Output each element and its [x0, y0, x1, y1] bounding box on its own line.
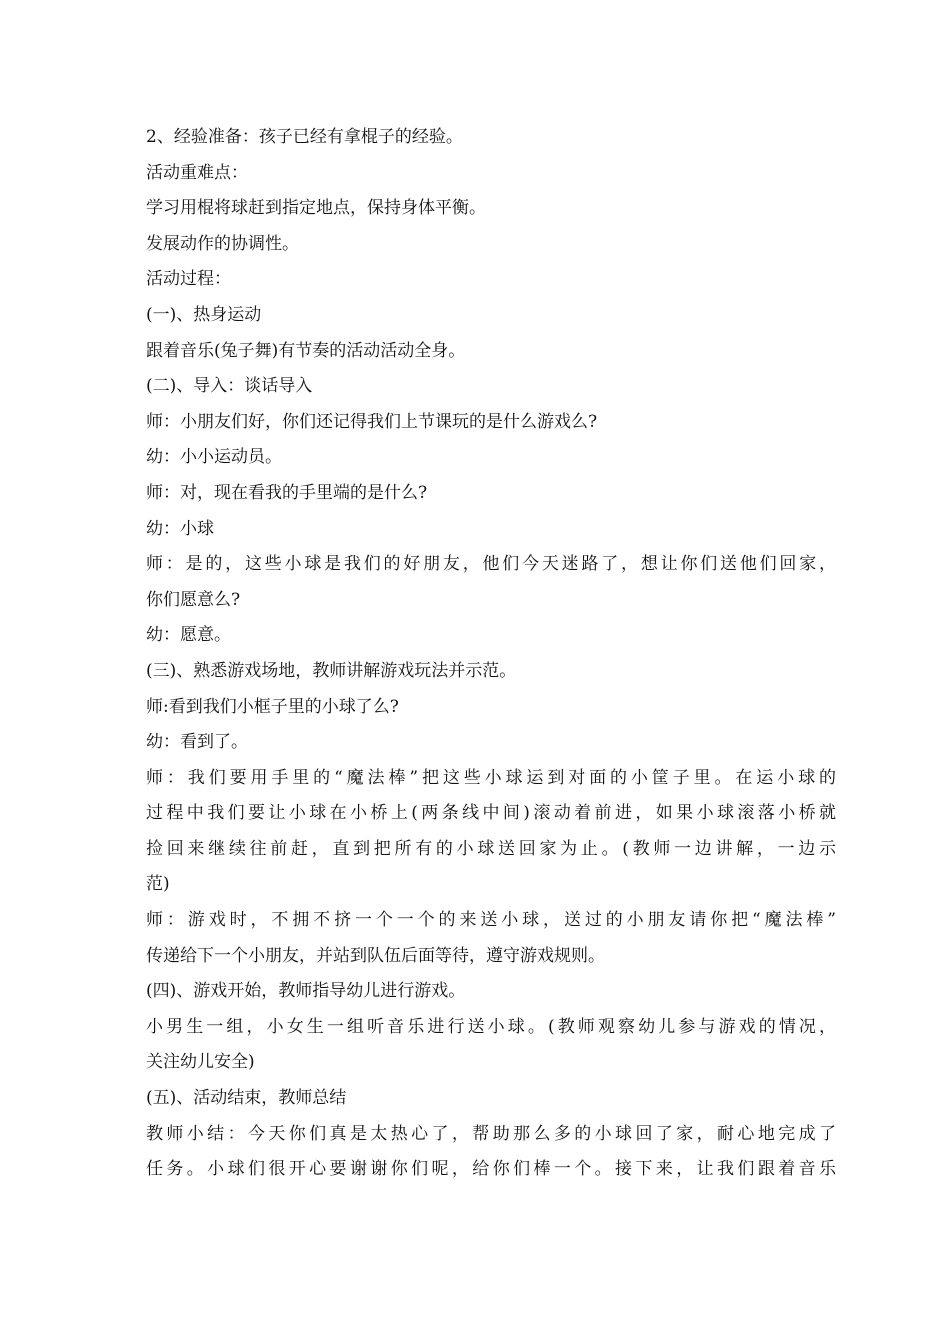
dialogue-line: 师：对，现在看我的手里端的是什么?	[146, 482, 428, 503]
text-line: 关注幼儿安全)	[146, 1052, 255, 1073]
text-line: 小男生一组，小女生一组听音乐进行送小球。(教师观察幼儿参与游戏的情况，	[146, 1016, 836, 1037]
dialogue-line: 捡回来继续往前赶，直到把所有的小球送回家为止。(教师一边讲解，一边示	[146, 838, 836, 859]
text-line: 跟着音乐(兔子舞)有节奏的活动活动全身。	[146, 340, 466, 361]
dialogue-line: 幼：小球	[146, 518, 214, 539]
text-line: 任务。小球们很开心要谢谢你们呢，给你们棒一个。接下来，让我们跟着音乐	[146, 1159, 836, 1180]
text-line: 学习用棍将球赶到指定地点，保持身体平衡。	[146, 198, 486, 219]
dialogue-line: 师：我们要用手里的“魔法棒”把这些小球运到对面的小筐子里。在运小球的	[146, 767, 836, 788]
dialogue-line: 师：小朋友们好，你们还记得我们上节课玩的是什么游戏么?	[146, 411, 598, 432]
text-line: 发展动作的协调性。	[146, 233, 299, 254]
dialogue-line: 幼：看到了。	[146, 732, 248, 753]
text-line: 2、经验准备：孩子已经有拿棍子的经验。	[146, 127, 463, 147]
dialogue-line: 过程中我们要让小球在小桥上(两条线中间)滚动着前进，如果小球滚落小桥就	[146, 803, 836, 824]
step-heading: (二)、导入：谈话导入	[146, 376, 313, 397]
section-heading: 活动过程：	[146, 269, 231, 290]
step-heading: (三)、熟悉游戏场地，教师讲解游戏玩法并示范。	[146, 660, 517, 681]
dialogue-line: 你们愿意么?	[146, 589, 241, 610]
dialogue-line: 传递给下一个小朋友，并站到队伍后面等待，遵守游戏规则。	[146, 945, 605, 966]
dialogue-line: 幼：愿意。	[146, 625, 231, 646]
dialogue-line: 师:看到我们小框子里的小球了么?	[146, 696, 399, 717]
step-heading: (四)、游戏开始，教师指导幼儿进行游戏。	[146, 981, 466, 1002]
dialogue-line: 师：游戏时，不拥不挤一个一个的来送小球，送过的小朋友请你把“魔法棒”	[146, 910, 836, 931]
section-heading: 活动重难点：	[146, 162, 248, 183]
document-body	[146, 120, 836, 1188]
step-heading: (一)、热身运动	[146, 304, 262, 325]
dialogue-line: 幼：小小运动员。	[146, 447, 282, 468]
text-line: 教师小结：今天你们真是太热心了，帮助那么多的小球回了家，耐心地完成了	[146, 1123, 836, 1144]
dialogue-line: 范)	[146, 874, 170, 895]
dialogue-line: 师：是的，这些小球是我们的好朋友，他们今天迷路了，想让你们送他们回家，	[146, 554, 836, 575]
step-heading: (五)、活动结束，教师总结	[146, 1088, 347, 1109]
